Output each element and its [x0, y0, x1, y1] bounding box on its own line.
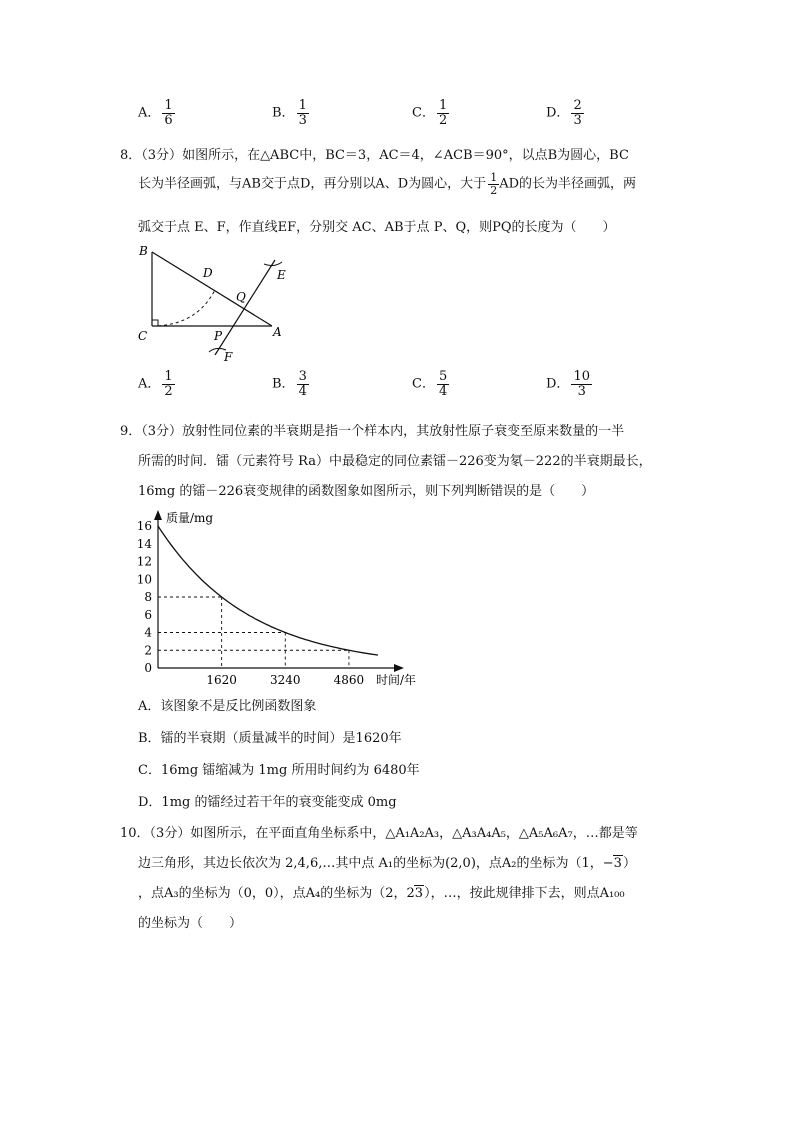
y-axis-arrow [154, 510, 162, 520]
label-f: F [224, 350, 233, 364]
q9-option-a[interactable]: A．该图象不是反比例函数图象 [138, 699, 317, 714]
q10-line-3: ，点A₃的坐标为（0，0），点A₄的坐标为（2，23），…，按此规律排下去，则点A₁₀₀ [138, 886, 625, 901]
q8-option-b[interactable]: B． $\frac{3}{4}$ [272, 369, 307, 399]
q9-line-2: 所需的时间．镭（元素符号 Ra）中最稳定的同位素镭－226变为氡－222的半衰期最长， [138, 454, 652, 469]
x-tick-label: 3240 [270, 673, 301, 687]
q8-option-b-fraction: $\frac{3}{4}$ [298, 369, 307, 399]
x-axis-arrow [394, 664, 404, 672]
q9-line-3: 16mg 的镭－226衰变规律的函数图象如图所示，则下列判断错误的是（ ） [138, 484, 595, 499]
label-a: A [273, 325, 282, 339]
q10-line-2: 边三角形，其边长依次为 2,4,6,…其中点 A₁的坐标为(2,0)，点A₂的坐标为（1，−3） [138, 856, 636, 871]
q8-triangle-figure [130, 240, 310, 368]
q8-line-1: 8．（3分）如图所示，在△ABC中，BC＝3，AC＝4，∠ACB＝90°，以点B为圆心，BC [120, 148, 629, 163]
y-tick-label: 8 [144, 590, 152, 604]
line-ef [215, 260, 275, 355]
q10-line-1: 10．（3分）如图所示，在平面直角坐标系中，△A₁A₂A₃，△A₃A₄A₅，△A₅A₆A₇，…都是等 [120, 826, 638, 841]
q7-option-d[interactable]: D． $\frac{2}{3}$ [546, 98, 582, 128]
q7-option-c-fraction: $\frac{1}{2}$ [438, 98, 448, 128]
x-tick-label: 4860 [333, 673, 365, 687]
q8-option-a[interactable]: A． $\frac{1}{2}$ [138, 369, 173, 399]
sqrt-3: 3 [613, 856, 622, 871]
decay-chart [130, 506, 440, 688]
arc-bc [152, 290, 215, 326]
label-b: B [139, 244, 148, 258]
q8-option-d-fraction: $\frac{10}{3}$ [573, 369, 590, 399]
label-c: C [138, 329, 148, 343]
segment-ba [152, 252, 272, 326]
y-tick-label: 6 [144, 607, 152, 622]
y-tick-label: 12 [136, 554, 152, 569]
q8-option-d[interactable]: D． $\frac{10}{3}$ [546, 369, 590, 399]
y-tick-label: 10 [136, 572, 152, 587]
q7-option-a[interactable]: A． $\frac{1}{6}$ [138, 98, 173, 128]
q8-option-c-fraction: $\frac{5}{4}$ [438, 369, 448, 399]
q9-option-b[interactable]: B．镭的半衰期（质量减半的时间）是1620年 [138, 731, 402, 746]
q8-half-fraction: $\frac{1}{2}$ [490, 171, 498, 197]
q7-option-b[interactable]: B． $\frac{1}{3}$ [272, 98, 307, 128]
y-tick-label: 16 [136, 519, 152, 533]
q7-option-a-fraction: $\frac{1}{6}$ [164, 98, 173, 128]
label-d: D [203, 266, 213, 280]
y-tick-label: 0 [144, 661, 152, 675]
q8-line-3: 弧交于点 E、F，作直线EF，分别交 AC、AB于点 P、Q，则PQ的长度为（ ） [138, 220, 616, 235]
y-tick-label: 4 [144, 625, 152, 640]
q8-option-a-fraction: $\frac{1}{2}$ [164, 369, 173, 399]
q9-option-c[interactable]: C．16mg 镭缩减为 1mg 所用时间约为 6480年 [138, 763, 420, 778]
x-axis-label: 时间/年 [376, 673, 417, 687]
q7-option-b-fraction: $\frac{1}{3}$ [298, 98, 307, 128]
q10-line-4: 的坐标为（ ） [138, 916, 243, 931]
q9-line-1: 9．（3分）放射性同位素的半衰期是指一个样本内，其放射性原子衰变至原来数量的一半 [120, 424, 625, 439]
y-tick-label: 2 [144, 643, 152, 658]
x-tick-label: 1620 [206, 673, 237, 687]
label-e: E [277, 268, 286, 282]
y-tick-label: 14 [136, 536, 152, 551]
y-axis-label: 质量/mg [166, 511, 214, 525]
q7-option-c[interactable]: C． $\frac{1}{2}$ [412, 98, 448, 128]
sqrt-3b: 3 [414, 886, 424, 901]
q8-line-2: 长为半径画弧，与AB交于点D，再分别以A、D为圆心，大于 $\frac{1}{2}$ AD的长为半径画弧，两 [138, 171, 636, 197]
label-q: Q [236, 290, 246, 304]
decay-curve [158, 526, 378, 655]
q7-option-d-fraction: $\frac{2}{3}$ [573, 98, 582, 128]
q8-option-c[interactable]: C． $\frac{5}{4}$ [412, 369, 448, 399]
q9-option-d[interactable]: D．1mg 的镭经过若干年的衰变能变成 0mg [138, 795, 397, 810]
right-angle-mark [152, 320, 158, 326]
label-p: P [214, 329, 223, 343]
